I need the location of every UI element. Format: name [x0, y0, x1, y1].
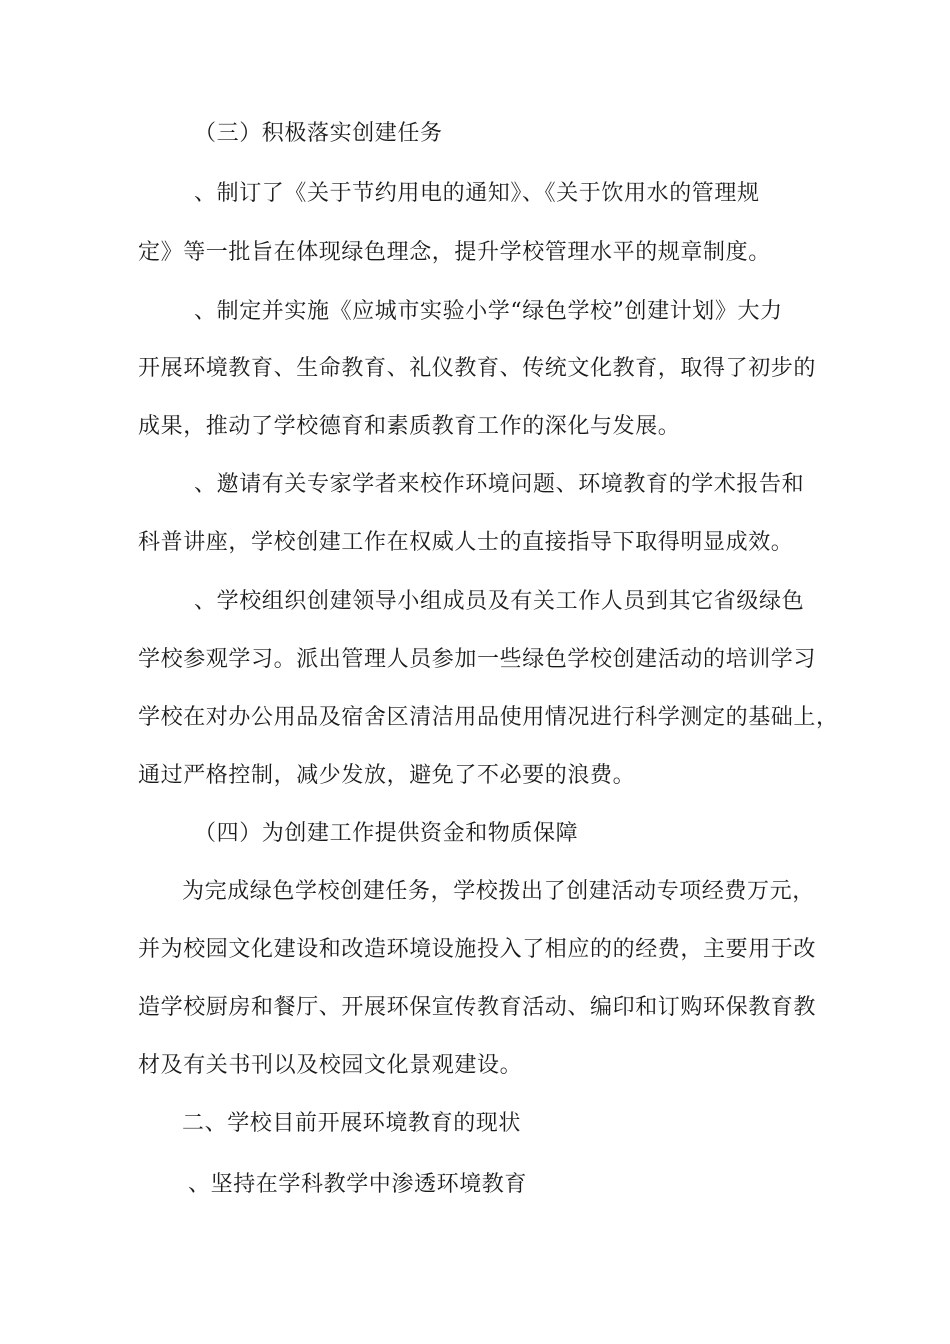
paragraph-line: 为完成绿色学校创建任务，学校拨出了创建活动专项经费万元，	[182, 879, 815, 904]
section-heading-4: （四）为创建工作提供资金和物质保障	[194, 821, 579, 846]
paragraph-line: 通过严格控制，减少发放，避免了不必要的浪费。	[138, 763, 636, 788]
paragraph-line: 、邀请有关专家学者来校作环境问题、环境教育的学术报告和	[194, 472, 805, 497]
paragraph-line: 材及有关书刊以及校园文化景观建设。	[138, 1053, 523, 1078]
paragraph-line: 造学校厨房和餐厅、开展环保宣传教育活动、编印和订购环保教育教	[138, 995, 817, 1020]
section-heading-3: （三）积极落实创建任务	[194, 121, 443, 146]
paragraph-line: 、学校组织创建领导小组成员及有关工作人员到其它省级绿色	[194, 589, 805, 614]
paragraph-line: 科普讲座，学校创建工作在权威人士的直接指导下取得明显成效。	[138, 530, 794, 555]
section-heading-2: 二、学校目前开展环境教育的现状	[182, 1111, 522, 1136]
paragraph-line: 成果，推动了学校德育和素质教育工作的深化与发展。	[138, 414, 681, 439]
paragraph-line: 定》等一批旨在体现绿色理念，提升学校管理水平的规章制度。	[138, 240, 771, 265]
paragraph-line: 、制定并实施《应城市实验小学“绿色学校”创建计划》大力	[194, 299, 783, 324]
subsection-heading: 、坚持在学科教学中渗透环境教育	[188, 1172, 528, 1197]
paragraph-line: 学校在对办公用品及宿舍区清洁用品使用情况进行科学测定的基础上，	[138, 705, 839, 730]
paragraph-line: 开展环境教育、生命教育、礼仪教育、传统文化教育，取得了初步的	[138, 356, 817, 381]
paragraph-line: 、制订了《关于节约用电的通知》、《关于饮用水的管理规	[194, 181, 760, 206]
paragraph-line: 并为校园文化建设和改造环境设施投入了相应的的经费，主要用于改	[138, 937, 817, 962]
paragraph-line: 学校参观学习。派出管理人员参加一些绿色学校创建活动的培训学习	[138, 647, 817, 672]
